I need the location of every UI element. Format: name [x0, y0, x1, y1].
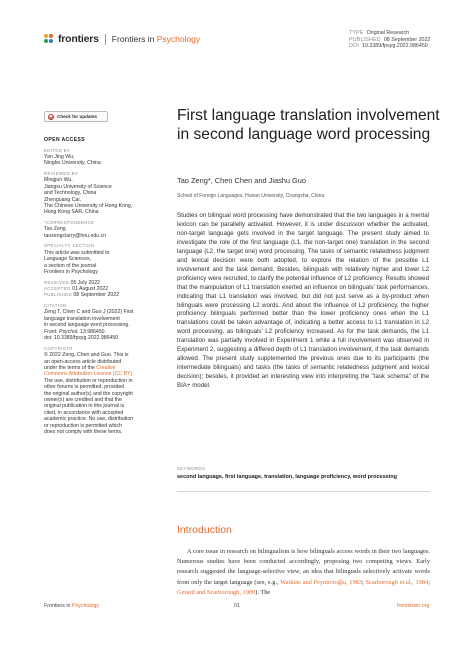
open-access-label: OPEN ACCESS [44, 137, 85, 143]
introduction-paragraph [177, 547, 430, 598]
divider [177, 491, 430, 492]
correspondence-email[interactable]: taozengclarry@hnu.edu.cn [44, 232, 107, 239]
dates [44, 280, 162, 299]
check-for-updates-button[interactable] [44, 111, 108, 122]
specialty-section-value: This article was submitted to Language Sciences, a section of the journal Frontiers in Psychology [44, 249, 110, 276]
meta-type-value: Original Research [366, 30, 410, 36]
citation [44, 303, 162, 341]
footer-journal-field: Psychology [71, 603, 100, 609]
meta-type [349, 30, 430, 37]
journal-name [112, 34, 200, 44]
meta-doi [349, 43, 430, 50]
citation-link[interactable]: Gerard and Scarborough, 1989 [177, 588, 256, 596]
published-key: PUBLISHED [44, 292, 72, 298]
footer-journal [44, 603, 99, 609]
check-for-updates-label: Check for updates [57, 114, 98, 119]
introduction-text [177, 547, 430, 598]
logo-divider [105, 34, 106, 45]
sidebar-info [44, 137, 162, 440]
check-icon [48, 114, 54, 120]
meta-doi-value[interactable]: 10.3389/fpsyg.2022.986450 [362, 43, 428, 50]
specialty-section [44, 243, 162, 275]
citation-link[interactable]: Scarborough et al., 1984 [365, 578, 429, 586]
page-number: 01 [234, 603, 240, 609]
citation-label: CITATION [44, 303, 67, 309]
correspondence [44, 220, 162, 239]
published-date [44, 292, 162, 298]
article-meta [349, 30, 430, 50]
journal-prefix: Frontiers in [111, 34, 155, 44]
meta-type-key: TYPE [349, 30, 364, 36]
citation-journal: Front. Psychol. [44, 328, 79, 335]
reviewed-by-value: Mingjun Wu, Jiangsu University of Science and Technology, China Zhenguang Cai, The Chinese University of Hong Kong, Hong Kong SAR, China [44, 177, 133, 216]
accepted-key: ACCEPTED [44, 286, 71, 292]
keywords: second language, first language, translation, language proficiency, word processing [177, 474, 397, 480]
correspondence-label: *CORRESPONDENCE [44, 220, 95, 226]
article-authors: Tao Zeng*, Chen Chen and Jiashu Guo [177, 176, 307, 185]
brand-name: frontiers [58, 33, 99, 45]
citation-main: Zeng T, Chen C and Guo J (2022) First language translation involvement in second language word processing. [44, 309, 134, 329]
citation-link[interactable]: Watkins and Peynircioğlu, 1983 [280, 578, 362, 586]
intro-separator: ; [362, 578, 366, 586]
edited-by-value: Yan Jing Wu, Ningbo University, China [44, 154, 101, 167]
reviewed-by [44, 171, 162, 216]
intro-separator: ; [428, 578, 430, 586]
frontiers-dots-icon [44, 34, 55, 45]
copyright [44, 346, 162, 436]
copyright-text-a: © 2022 Zeng, Chen and Guo. This is an open-access article distributed under the terms of the [44, 352, 129, 371]
citation-tail: 13:986450. doi: 10.3389/fpsyg.2022.986450 [44, 328, 119, 342]
edited-by [44, 148, 162, 167]
meta-published-key: PUBLISHED [349, 36, 381, 43]
intro-text-a: A core issue in research on bilingualism is how bilinguals access words in their two languages. Numerous studies have been conducted accordingly, proposing two competing views. Early research suggested the language-selective view, an idea that bilinguals selectively activate words from only the target language (see, e.g., [177, 548, 430, 586]
specialty-section-label: SPECIALTY SECTION [44, 243, 95, 249]
meta-published [349, 37, 430, 44]
article-abstract: Studies on bilingual word processing have demonstrated that the two languages in a mental lexicon can be parallelly activated. However, it is under discussion whether the activated, non-target language gets involved in the target language. The present study aimed to investigate the role of the first language (L1, the non-target one) translation in the second language (L2, the target one) word processing. The tasks of semantic relatedness judgment and lexical decision were both adopted, to explore the relation of the possible L1 involvement and the task demand. Besides, bilinguals with relatively higher and lower L2 proficiency were recruited, to clarify the potential influence of L2 proficiency. Results showed that the manipulation of L1 translation exerted an influence on bilinguals' task performances, indicating that L1 translation was involved, but did not just serve as a by-product when bilinguals were processing L2 words. And about the influence of L2 proficiency, the higher proficiency bilinguals performed better than the lower proficiency ones when the L1 translations could be taken advantage of, indicating a better access to L1 translation in L2 word processing, as bilinguals' L2 proficiency increased. As for the task demands, the L1 translation was partially involved in Experiment 1 while a full involvement was observed in Experiment 2, suggesting a differed depth of L1 translation involvement, if the task demands allowed. The present study supplemented the previous ones due to its participants (the intermediate bilinguals) and tasks (the tasks of semantic relatedness judgment and lexical decision); besides, it provided an interesting view into interpreting the "task schema" of the BIA+ model. [177, 212, 429, 390]
introduction-heading: Introduction [177, 524, 232, 536]
license-link[interactable]: Creative Commons Attribution License (CC BY). [44, 364, 134, 378]
copyright-text-b: The use, distribution or reproduction in other forums is permitted, provided the original author(s) and the copyright owner(s) are credited and that the original publication in this journal is cited, in accordance with accepted academic practice. No use, distribution or reproduction is permitted which does not comply with these terms. [44, 377, 134, 435]
received-key: RECEIVED [44, 279, 70, 285]
meta-published-value: 08 September 2022 [383, 36, 431, 43]
correspondence-name: Tao Zeng [44, 226, 66, 233]
footer-journal-prefix: Frontiers in [44, 603, 71, 609]
copyright-label: COPYRIGHT [44, 345, 74, 351]
edited-by-label: EDITED BY [44, 147, 71, 153]
journal-field: Psychology [156, 34, 201, 44]
intro-text-b: ). The [255, 588, 271, 596]
keywords-label: KEYWORDS [177, 466, 206, 471]
accepted-value: 01 August 2022 [72, 286, 109, 293]
article-affiliation: School of Foreign Languages, Hunan University, Changsha, China [177, 193, 325, 199]
footer-site-link[interactable]: frontiersin.org [397, 603, 430, 609]
reviewed-by-label: REVIEWED BY [44, 171, 79, 176]
frontiers-logo[interactable] [44, 33, 200, 45]
published-value: 08 September 2022 [73, 292, 119, 299]
received-value: 05 July 2022 [70, 279, 101, 286]
article-title: First language translation involvement in second language word processing [177, 107, 440, 143]
meta-doi-key: DOI [349, 43, 360, 50]
